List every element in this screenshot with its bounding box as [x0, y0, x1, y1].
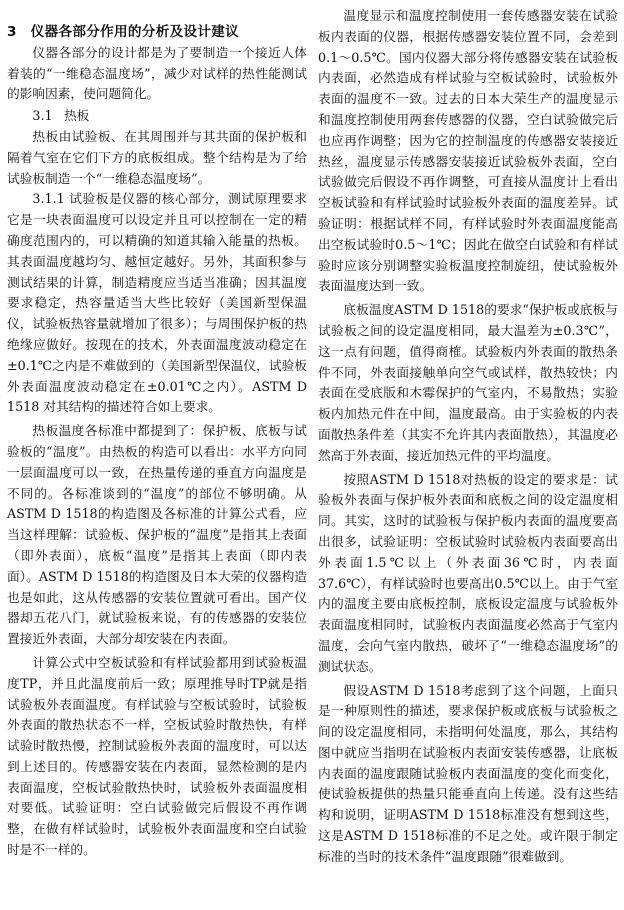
left-column — [7, 6, 307, 861]
body-paragraph: 温度显示和温度控制使用一套传感器安装在试验板内表面的仪器，根据传感器安装位置不同，会差到0.1～0.5℃。国内仪器大部分将传感器安装在试验板内表面，必然造成有样试验与空板试验时，试验板外表面的温度不一致。过去的日本大荣生产的温度显示和温度控制使用两套传感器的仪器，空白试验做完后也应再作调整；因为它的控制温度的传感器安装接近热丝，温度显示传感器安装接近试验板外表面，空白试验做完后假设不再作调整，可直接从温度计上看出空板试验和有样试验时试验板外表面的温度差异。试验证明：根据试样不同，有样试验时外表面温度能高出空板试验时0.5～1℃；因此在做空白试验和有样试验时应该分别调整实验板温度控制旋纽，使试验板外表面温度达到一致。 — [318, 8, 618, 294]
right-column — [318, 6, 618, 868]
body-paragraph: 热板由试验板、在其周围并与其共面的保护板和隔着气室在它们下方的底板组成。整个结构是为了给试验板制造一个“一维稳态温度场”。 — [7, 128, 307, 186]
body-paragraph: 按照ASTM D 1518对热板的设定的要求是：试验板外表面与保护板外表面和底板之间的设定温度相同。其实，这时的试验板与保护板内表面的温度要高出很多，试验证明：空板试验时试验板内表面要高出外表面1.5℃以上（外表面36℃时，内表面37.6℃），有样试验时也要高出0.5℃以上。由于气室内的温度主要由底板控制，底板设定温度与试验板外表面温度相同时，试验板内表面温度必然高于气室内温度，会向气室内散热，破坏了“一维稳态温度场”的测试状态。 — [318, 471, 618, 674]
body-paragraph: 3.1.1 试验板是仪器的核心部分，测试原理要求它是一块表面温度可以设定并且可以控制在一定的精确度范围内的，可以精确的知道其输入能量的热板。其表面温度越均匀、越恒定越好。另外，其面积参与测试结果的计算，制造精度应当适当准确；因其温度要求稳定，热容量适当大些比较好（美国新型保温仪，试验板热容量就增加了很多）；与周围保护板的热绝缘应做好。按现在的技术，外表面温度波动稳定在±0.1℃之内是不难做到的（美国新型保温仪，试验板外表面温度波动稳定在±0.01℃之内）。ASTM D 1518 对其结构的描述符合如上要求。 — [7, 191, 307, 415]
section-heading: 3 仪器各部分作用的分析及设计建议 — [7, 24, 240, 40]
body-paragraph: 计算公式中空板试验和有样试验都用到试验板温度TP，并且此温度前后一致；原理推导时TP就是指试验板外表面温度。有样试验与空板试验时，试验板外表面的散热状态不一样，空板试验时散热快，有样试验时散热慢，控制试验板外表面的温度时，可以达到上述目的。传感器安装在内表面，显然检测的是内表面温度，空板试验散热快时，试验板外表面温度相对要低。试验证明：空白试验做完后假设不再作调整，在做有样试验时，试验板外表面温度和空白试验时是不一样的。 — [7, 654, 307, 858]
section-intro-paragraph: 仪器各部分的设计都是为了要制造一个接近人体着装的“一维稳态温度场”，减少对试样的热性能测试的影响因素，使问题简化。 — [7, 44, 307, 102]
body-paragraph: 热板温度各标准中都提到了：保护板、底板与试验板的“温度”。由热板的构造可以看出：水平方向同一层面温度可以一致，在热量传递的垂直方向温度是不同的。各标准谈到的“温度”的部位不够明确。从ASTM D 1518的构造图及各标准的计算公式看，应当这样理解：试验板、保护板的“温度”是指其上表面（即外表面），底板“温度”是指其上表面（即内表面）。ASTM D 1518的构造图及日本大荣的仪器构造也是如此，这从传感器的安装位置就可看出。国产仪器却五花八门，就试验板来说，有的传感器的安装位置接近外表面，大部分却安装在内表面。 — [7, 423, 307, 647]
body-paragraph: 底板温度ASTM D 1518的要求“保护板或底板与试验板之间的设定温度相同，最大温差为±0.3℃”，这一点有问题，值得商榷。试验板内外表面的散热条件不同，外表面接触单向空气或试样，散热较快；内表面在受底版和木霉保护的气室内，不易散热；实验板内加热元件在中间，温度最高。由于实验板的内表面散热条件差（其实不允许其内表面散热），其温度必然高于外表面，接近加热元件的平均温度。 — [318, 302, 618, 463]
subsection-number: 3.1 — [32, 108, 53, 124]
subsection-heading — [7, 106, 307, 127]
subsection-title: 热板 — [64, 108, 90, 124]
body-paragraph: 假设ASTM D 1518考虑到了这个问题，上面只是一种原则性的描述，要求保护板或底板与试验板之间的设定温度相同，未指明何处温度，那么，其结构图中就应当指明在试验板内表面安装传感器，让底板内表面的温度跟随试验板内表面温度的变化而变化，使试验板提供的热量只能垂直向上传递。没有这些结构和说明，证明ASTM D 1518标准没有想到这些，这是ASTM D 1518标准的不足之处。或许限于制定标准的当时的技术条件“温度跟随”很难做到。 — [318, 682, 618, 864]
